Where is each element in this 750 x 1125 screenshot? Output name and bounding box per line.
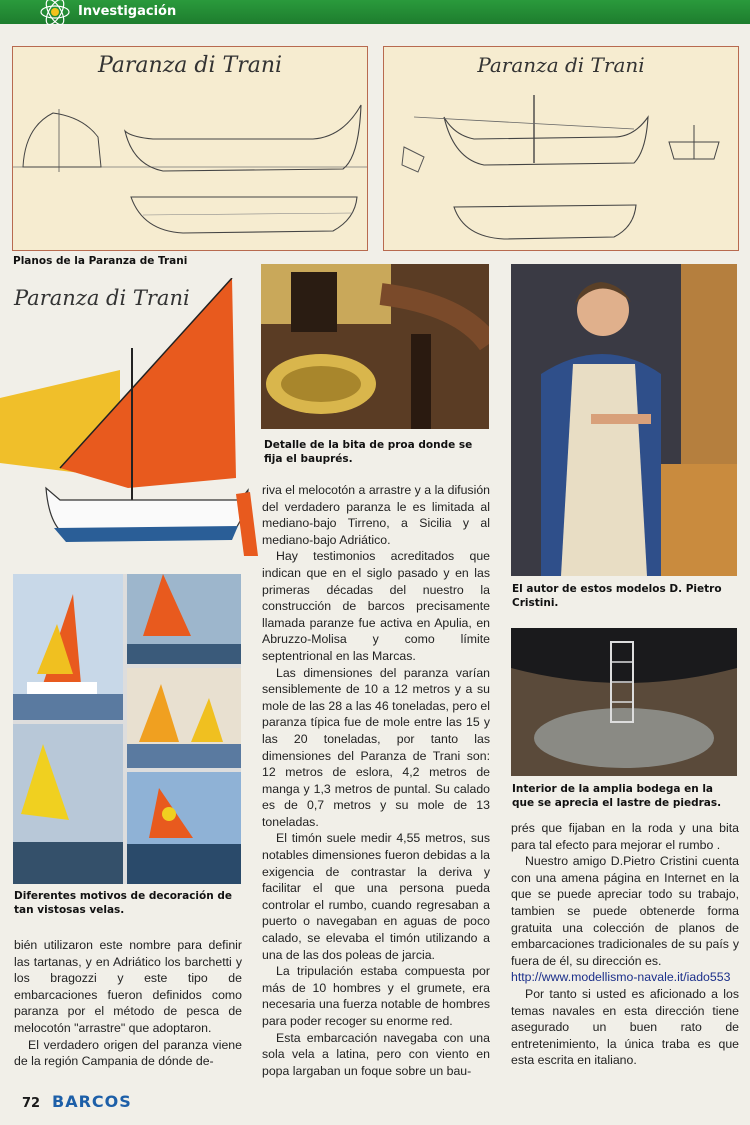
- col3-paragraph-1: prés que fijaban en la roda y una bita para tal efecto para mejorar el rumbo .: [511, 821, 739, 852]
- illustration-title: Paranza di Trani: [14, 286, 190, 310]
- section-title: Investigación: [78, 4, 177, 19]
- caption-bitt: Detalle de la bita de proa donde se fija el bauprés.: [264, 439, 473, 465]
- text-column-3: [511, 820, 739, 1069]
- col2-paragraph-2: Hay testimonios acreditados que indican que en el siglo pasado y en las primeras décadas del nuestro la construcción de barcos precisamente llamada paranze fue activa en Apulia, en Abruzzo-Molisa y como límite septentrional en las Marcas.: [262, 549, 490, 663]
- bitt-photo-image: [261, 264, 489, 429]
- text-column-2: [262, 482, 490, 1079]
- plan-title-left: Paranza di Trani: [97, 53, 283, 78]
- text-column-1: [14, 937, 242, 1070]
- col2-paragraph-3: Las dimensiones del paranza varían sensiblemente de 10 a 12 metros y a su mole de las 28 a las 46 toneladas, pero el paranza típica fue de mole entre las 15 y las 20 toneladas, por tanto las dimensiones del Paranza de Trani son: 12 metros de eslora, 4,2 metros de manga y 1,3 metros de puntal. Su calado es de 0,7 metros y su mole de 13 toneladas.: [262, 665, 490, 829]
- col3-paragraph-2: Nuestro amigo D.Pietro Cristini cuenta con una amena página en Internet en la que se puede apreciar todo su trabajo, tambien se puede obtenerde forma gratuita una colección de planos de embarcaciones tradicionales de su país y fuera de él, su dirección es.: [511, 854, 739, 968]
- sailboat-illustration: [0, 278, 258, 568]
- col2-paragraph-4: El timón suele medir 4,55 metros, sus notables dimensiones fueron debidas a la exigencia de contrastar la deriva y facilitar el que una persona pueda controlar el rumbo, cuando regresaban a puerto o navegaban en aguas de poco calado, se elevaba el timón utilizando a una de las dos poleas de jarcia.: [262, 831, 490, 962]
- col1-paragraph-2: El verdadero origen del paranza viene de la región Campania de dónde de-: [14, 1037, 242, 1069]
- col2-paragraph-1: riva el melocotón a arrastre y a la difusión del verdadero paranza le es limitada al mediano-bajo Tirreno, a Sicilia y al mediano-bajo Adriático.: [262, 483, 490, 547]
- magazine-brand: BARCOS: [52, 1092, 132, 1111]
- plan-drawing-right: [383, 46, 739, 251]
- caption-author: El autor de estos modelos D. Pietro Cristini.: [512, 583, 722, 609]
- col3-paragraph-3: Por tanto si usted es aficionado a los temas navales en esta dirección tiene asegurado un buen rato de entretenimiento, la única traba es que esta escrita en italiano.: [511, 986, 739, 1068]
- lateen-sail-boat-drawing: [0, 278, 258, 568]
- website-link[interactable]: http://www.modellismo-navale.it/iado553: [511, 970, 731, 985]
- hold-interior-photo: [511, 628, 737, 776]
- col1-paragraph-1: bién utilizaron este nombre para definir las tartanas, y en Adriático los barchetti y los bragozzi y este tipo de embarcaciones fueron definidos como paranza por el método de pesca de melocotón "arrastre" que adoptaron.: [14, 938, 242, 1035]
- col2-paragraph-6: Esta embarcación navegaba con una sola vela a latina, pero con viento en popa largaban un foque sobre un bau-: [262, 1030, 490, 1078]
- caption-interior: Interior de la amplia bodega en la que se aprecia el lastre de piedras.: [512, 783, 722, 809]
- hold-interior-image: [511, 628, 737, 776]
- caption-plans: Planos de la Paranza de Trani: [13, 255, 188, 267]
- hull-lines-drawing: [13, 47, 367, 250]
- rigging-lines-drawing: [384, 47, 738, 250]
- sail-motifs-grid: [13, 574, 241, 884]
- col2-paragraph-5: La tripulación estaba compuesta por más de 10 hombres y el grumete, era necesaria una fuerza notable de hombres para poder recoger su enorme red.: [262, 964, 490, 1028]
- author-photo: [511, 264, 737, 576]
- bitt-photo: [261, 264, 489, 429]
- section-header-bar: [0, 0, 750, 24]
- page-number: 72: [22, 1096, 41, 1111]
- plan-drawing-left: [12, 46, 368, 251]
- atom-logo-icon: [38, 0, 72, 34]
- plan-title-right: Paranza di Trani: [477, 53, 645, 77]
- sail-motifs-image: [13, 574, 241, 884]
- author-photo-image: [511, 264, 737, 576]
- caption-sails: Diferentes motivos de decoración de tan vistosas velas.: [14, 890, 232, 916]
